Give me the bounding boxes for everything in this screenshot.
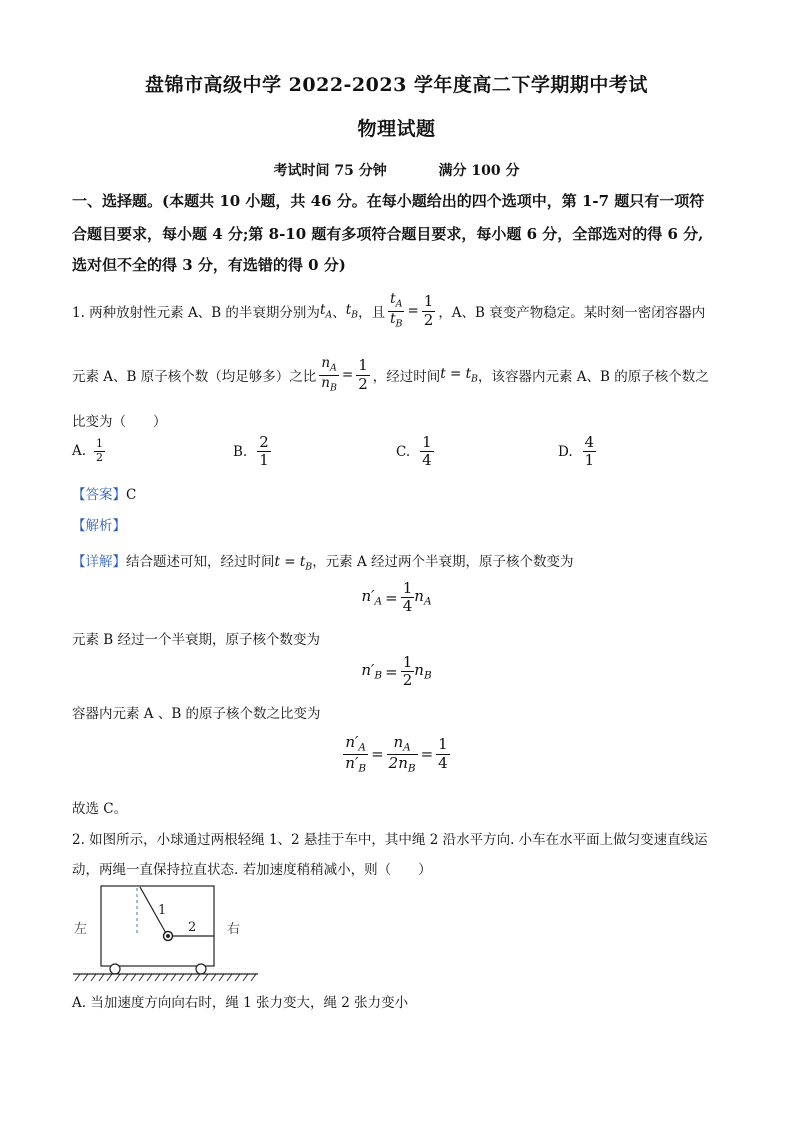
- q1-line1-eq: =: [407, 303, 419, 319]
- fig-label-rope2: 2: [188, 920, 197, 935]
- time-label: 考试时间 75 分钟: [273, 163, 387, 179]
- q2-line1: 2. 如图所示，小球通过两根轻绳 1、2 悬挂于车中，其中绳 2 沿水平方向. 小车在水平面上做匀变速直线运: [72, 832, 708, 848]
- eq3-fraction-1: $\frac{n'_A}{n'_B}$: [345, 733, 367, 775]
- exam-info: [0, 160, 793, 180]
- q1-line1-text-a: 1. 两种放射性元素 A、B 的半衰期分别为: [72, 305, 320, 321]
- q2-option-a[interactable]: A. 当加速度方向向右时，绳 1 张力变大，绳 2 张力变小: [72, 995, 409, 1011]
- eq1-lhs: $n'_A$: [361, 587, 383, 609]
- detail-tag: 【详解】: [72, 554, 126, 570]
- option-label: B.: [233, 443, 248, 460]
- ground-hatching: [75, 974, 256, 981]
- option-label: A.: [72, 443, 87, 460]
- score-label: 满分 100 分: [438, 163, 520, 179]
- q1-text-ratio: 容器内元素 A 、B 的原子核个数之比变为: [72, 706, 321, 722]
- answer-value: C: [126, 487, 137, 503]
- q1-line2-text-c: ，该容器内元素 A、B 的原子核个数之: [477, 369, 709, 385]
- fig-label-rope1: 1: [158, 903, 167, 918]
- q1-line1: [72, 286, 705, 336]
- eq1-rhs: $n_A$: [414, 587, 432, 609]
- q1-time-expr: $t = t_B$: [440, 365, 478, 385]
- q1-tA: $t_A$: [319, 301, 333, 321]
- eq3-equals-1: =: [371, 745, 384, 764]
- eq1-equals: =: [385, 588, 398, 607]
- q2-line2: 动，两绳一直保持拉直状态. 若加速度稍稍减小，则（ ）: [72, 862, 432, 878]
- section1-line3: 选对但不全的得 3 分，有选错的得 0 分): [72, 256, 346, 274]
- eq1-fraction: $\frac{1}{4}$: [402, 579, 413, 616]
- subject-title: 物理试题: [357, 118, 436, 140]
- detail-text-b: ，元素 A 经过两个半衰期，原子核个数变为: [312, 554, 574, 570]
- option-fraction: $\frac{1}{4}$: [422, 433, 432, 470]
- wheel-right: [196, 964, 206, 974]
- eq2-rhs: $n_B$: [414, 661, 432, 683]
- option-fraction: $\frac{2}{1}$: [259, 433, 269, 470]
- eq3-fraction-3: $\frac{1}{4}$: [438, 735, 448, 772]
- option-label: D.: [558, 443, 573, 460]
- q1-ratio-n-fraction: $\frac{n_A}{n_B}$: [321, 355, 337, 393]
- q1-analysis-tag: 【解析】: [72, 518, 126, 534]
- q1-ratio-n-value: $\frac{1}{2}$: [358, 356, 368, 393]
- equation-3: [0, 734, 793, 774]
- q2-cart-figure: [70, 884, 270, 984]
- detail-time-expr: $t = t_B$: [274, 554, 313, 573]
- q1-sep: 、: [332, 305, 346, 321]
- section1-line2: 合题目要求，每小题 4 分;第 8-10 题有多项符合题目要求，每小题 6 分，全部选对的得 6 分,: [72, 225, 704, 243]
- q1-option-a[interactable]: [72, 438, 105, 464]
- eq2-fraction: $\frac{1}{2}$: [402, 653, 413, 690]
- q1-line1-text-c: ，A、B 衰变产物稳定。某时刻一密闭容器内: [438, 305, 706, 321]
- q1-line3: 比变为（ ）: [72, 414, 167, 430]
- q1-tB: $t_B$: [345, 301, 359, 321]
- q1-line2: [72, 350, 709, 400]
- answer-tag: 【答案】: [72, 487, 126, 503]
- eq3-equals-2: =: [420, 745, 434, 764]
- q1-option-b[interactable]: [233, 434, 271, 470]
- q1-ratio-t-value: $\frac{1}{2}$: [423, 292, 434, 329]
- wheel-left: [110, 964, 120, 974]
- eq2-equals: =: [385, 662, 398, 681]
- q1-line2-eq: =: [341, 367, 354, 383]
- option-label: C.: [396, 443, 411, 460]
- equation-1: [0, 580, 793, 616]
- detail-text-a: 结合题述可知，经过时间: [126, 554, 275, 570]
- exam-title: 盘锦市高级中学 2022-2023 学年度高二下学期期中考试: [145, 74, 648, 96]
- equation-2: [0, 654, 793, 690]
- q1-ratio-t-fraction: $\frac{t_A}{t_B}$: [390, 291, 403, 329]
- eq3-fraction-2: $\frac{n_A}{2n_B}$: [388, 733, 416, 775]
- eq2-lhs: $n'_B$: [361, 661, 383, 683]
- q1-line2-text-b: ，经过时间: [372, 369, 441, 385]
- fig-label-left: 左: [74, 922, 88, 937]
- section1-line1: 一、选择题。(本题共 10 小题，共 46 分。在每小题给出的四个选项中，第 1-7 题只有一项符: [72, 192, 705, 210]
- fig-label-right: 右: [227, 922, 241, 937]
- cart-body: [101, 886, 214, 966]
- q1-option-d[interactable]: [558, 434, 596, 470]
- q1-line1-text-b: ，且: [358, 305, 386, 321]
- option-fraction: $\frac{1}{2}$: [96, 437, 104, 464]
- q1-line2-text-a: 元素 A、B 原子核个数（均足够多）之比: [72, 369, 317, 385]
- q1-detail: [72, 550, 574, 572]
- q1-conclusion: 故选 C。: [72, 801, 128, 817]
- q1-option-c[interactable]: [396, 434, 434, 470]
- q1-answer: [72, 483, 136, 503]
- option-fraction: $\frac{4}{1}$: [584, 433, 595, 470]
- q1-text-b: 元素 B 经过一个半衰期，原子核个数变为: [72, 632, 321, 648]
